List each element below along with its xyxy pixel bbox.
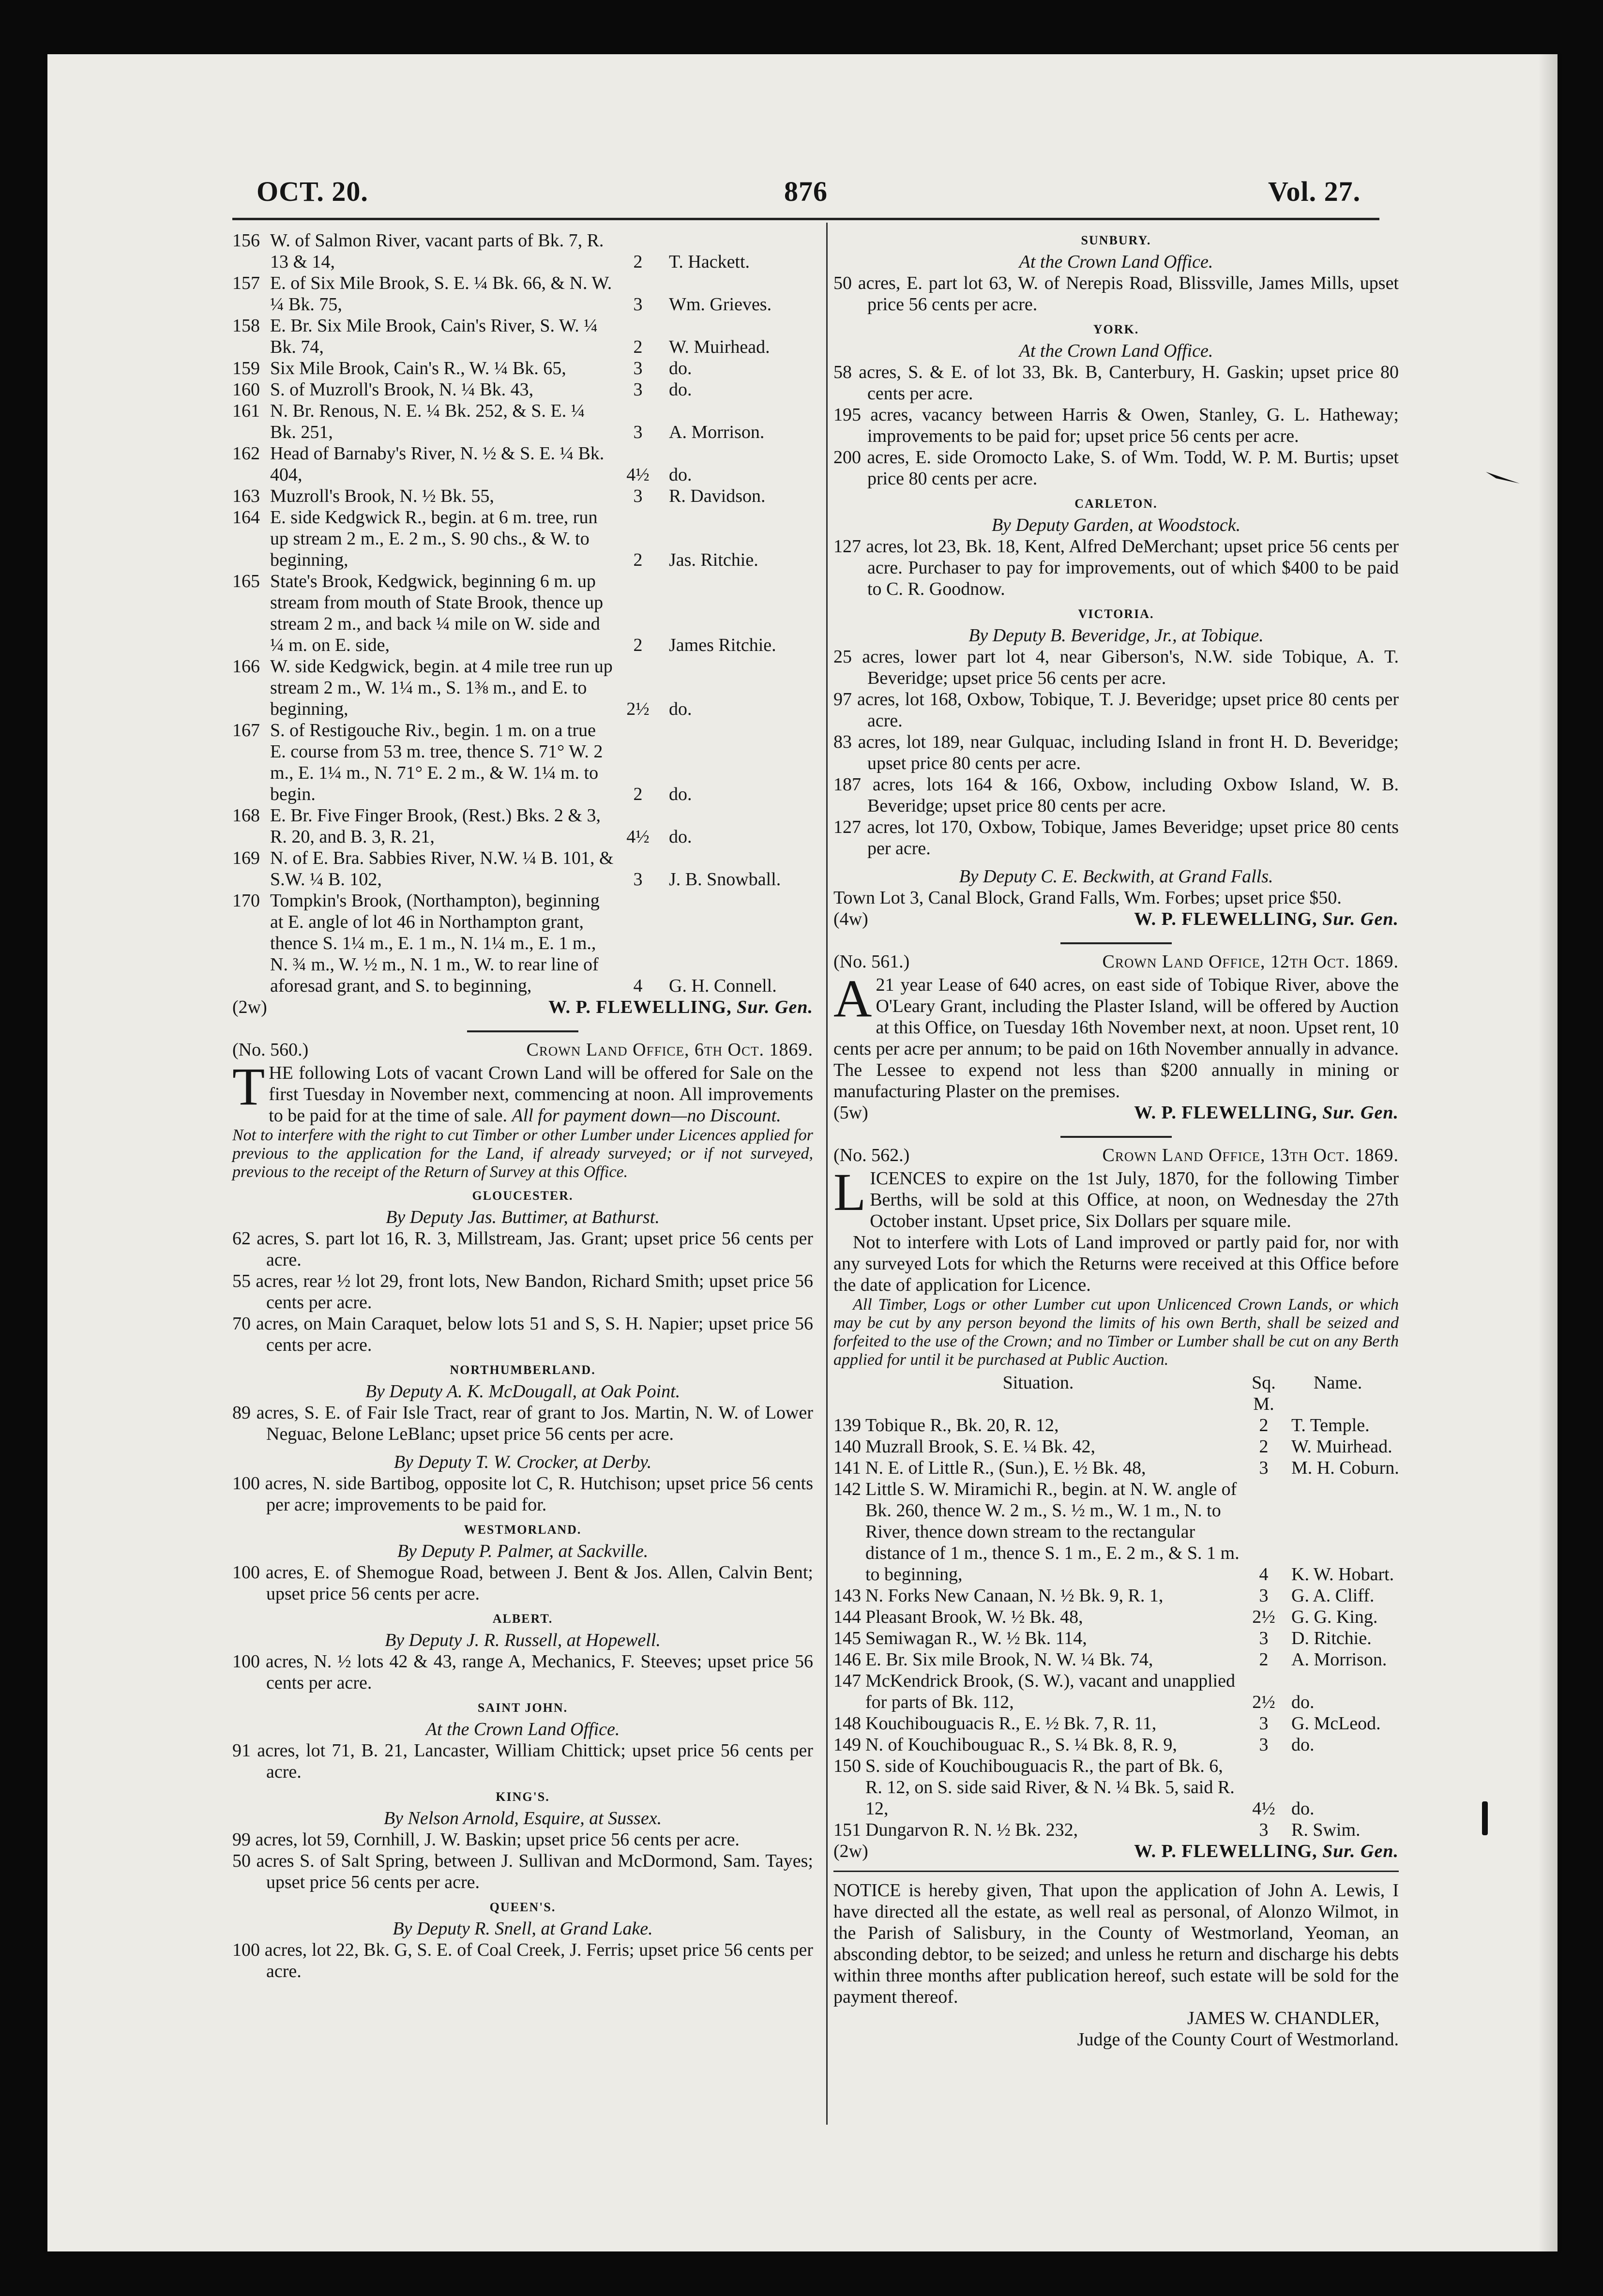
lot-number: 159 bbox=[232, 358, 260, 378]
table-row bbox=[232, 571, 813, 656]
drop-cap: T bbox=[232, 1057, 265, 1116]
lot-situation: Tompkin's Brook, (Northampton), beginning at E. angle of lot 46 in Northampton grant, thence S. 1¼ m., E. 1 m., N. 1¼ m., E. 1 m., N. ¾ m., W. ½ m., N. 1 m., W. to rear line of aforesad grant, and S. to beginning, bbox=[270, 891, 600, 996]
lot-situation: N. of Kouchibouguac R., S. ¼ Bk. 8, R. 9, bbox=[865, 1735, 1177, 1755]
deputy-line: By Deputy Jas. Buttimer, at Bathurst. bbox=[386, 1207, 660, 1227]
signature-line bbox=[232, 997, 813, 1018]
square-miles: 2 bbox=[1259, 1415, 1269, 1435]
right-column bbox=[833, 230, 1399, 2050]
lot-entry: 100 acres, E. of Shemogue Road, between J. Bent & Jos. Allen, Calvin Bent; upset price 56 cents per acre. bbox=[232, 1562, 813, 1604]
notice-intro: THE following Lots of vacant Crown Land will be offered for Sale on the first Tuesday in November next, commencing at noon. All improvements to be paid for at the time of sale. All for payment down—no Discount. bbox=[232, 1057, 813, 1126]
licensee-name: do. bbox=[669, 784, 692, 804]
lot-situation: Muzroll's Brook, N. ½ Bk. 55, bbox=[270, 486, 494, 506]
notice-caveat: All Timber, Logs or other Lumber cut upon Unlicenced Crown Lands, or which may be cut by any person beyond the limits of his own Berth, shall be seized and forfeited to the use of the Crown; and no Timber or Lumber shall be cut on any Berth applied for until it be purchased at Public Auction. bbox=[833, 1296, 1399, 1369]
lot-situation: Dungarvon R. N. ½ Bk. 232, bbox=[865, 1820, 1078, 1840]
table-row bbox=[232, 230, 813, 272]
lot-number: 142 bbox=[833, 1479, 861, 1499]
column-header-situation: Situation. bbox=[1002, 1373, 1074, 1393]
lot-number: 146 bbox=[833, 1649, 861, 1670]
licensee-name: W. Muirhead. bbox=[669, 337, 770, 357]
deputy-line: By Deputy P. Palmer, at Sackville. bbox=[397, 1541, 649, 1561]
square-miles: 3 bbox=[1259, 1628, 1269, 1648]
square-miles: 4½ bbox=[626, 827, 650, 847]
deputy-line: By Deputy J. R. Russell, at Hopewell. bbox=[385, 1630, 661, 1650]
square-miles: 2 bbox=[633, 337, 643, 357]
licensee-name: M. H. Coburn. bbox=[1291, 1458, 1399, 1478]
square-miles: 3 bbox=[633, 869, 643, 890]
court-notice: NOTICE is hereby given, That upon the application of John A. Lewis, I have directed all the estate, as well real as personal, of Alonzo Wilmot, in the Parish of Salisbury, in the County of Westmorland, Yeoman, an absconding debtor, to be seized; and unless he return and discharge his debts within three months after publication hereof, such estate will be sold for the payment thereof. bbox=[833, 1880, 1399, 2007]
lot-entry: 89 acres, S. E. of Fair Isle Tract, rear of grant to Jos. Martin, N. W. of Lower Neguac, Belone LeBlanc; upset price 56 cents per acre. bbox=[232, 1403, 813, 1444]
lot-situation: E. Br. Six mile Brook, N. W. ¼ Bk. 74, bbox=[865, 1649, 1153, 1670]
lot-entries bbox=[833, 646, 1399, 859]
county-heading: YORK. bbox=[1093, 322, 1139, 336]
table-row bbox=[833, 1415, 1399, 1436]
lot-situation: Semiwagan R., W. ½ Bk. 114, bbox=[865, 1628, 1087, 1648]
lot-situation: S. side of Kouchibouguacis R., the part of Bk. 6, R. 12, on S. side said River, & N. ¼ Bk. 5, said R. 12, bbox=[865, 1756, 1235, 1819]
signer-title: Judge of the County Court of Westmorland. bbox=[1077, 2029, 1399, 2050]
licensee-name: do. bbox=[1291, 1735, 1315, 1755]
header-rule bbox=[232, 218, 1379, 220]
lot-entries bbox=[232, 1829, 813, 1893]
issue-date: OCT. 20. bbox=[257, 176, 368, 207]
deputy-line: At the Crown Land Office. bbox=[1019, 252, 1213, 272]
county-heading: CARLETON. bbox=[1074, 497, 1158, 511]
licensee-name: A. Morrison. bbox=[669, 422, 765, 442]
signature-line bbox=[833, 1102, 1399, 1123]
table-row bbox=[833, 1606, 1399, 1628]
lot-number: 150 bbox=[833, 1756, 861, 1776]
county-heading: KING'S. bbox=[496, 1790, 550, 1804]
timber-berth-list bbox=[232, 230, 813, 997]
lot-situation: N. Br. Renous, N. E. ¼ Bk. 252, & S. E. ¼ Bk. 251, bbox=[270, 401, 585, 442]
licensee-name: do. bbox=[1291, 1798, 1315, 1819]
drop-cap: A bbox=[833, 969, 872, 1028]
table-row bbox=[833, 1585, 1399, 1606]
licensee-name: do. bbox=[669, 379, 692, 400]
lot-situation: S. of Muzroll's Brook, N. ¼ Bk. 43, bbox=[270, 379, 534, 400]
table-row bbox=[833, 1479, 1399, 1585]
lot-entry: 100 acres, N. side Bartibog, opposite lot C, R. Hutchison; upset price 56 cents per acre; improvements to be paid for. bbox=[232, 1473, 813, 1515]
separator bbox=[833, 1871, 1399, 1872]
square-miles: 2 bbox=[633, 252, 643, 272]
lot-entry: 97 acres, lot 168, Oxbow, Tobique, T. J. Beveridge; upset price 80 cents per acre. bbox=[833, 689, 1399, 731]
county-heading: NORTHUMBERLAND. bbox=[450, 1363, 596, 1377]
licensee-name: R. Swim. bbox=[1291, 1820, 1361, 1840]
square-miles: 2 bbox=[633, 635, 643, 655]
table-row bbox=[232, 656, 813, 720]
lot-situation: S. of Restigouche Riv., begin. 1 m. on a true E. course from 53 m. tree, thence S. 71° W. 2 m., E. 1¼ m., N. 71° E. 2 m., & W. 1¼ m. to begin. bbox=[270, 720, 603, 804]
square-miles: 2½ bbox=[1252, 1607, 1275, 1627]
table-row bbox=[232, 890, 813, 997]
lot-entry: 58 acres, S. & E. of lot 33, Bk. B, Canterbury, H. Gaskin; upset price 80 cents per acre. bbox=[833, 362, 1399, 404]
lot-number: 141 bbox=[833, 1458, 861, 1478]
licensee-name: G. G. King. bbox=[1291, 1607, 1378, 1627]
licensee-name: T. Hackett. bbox=[669, 252, 750, 272]
table-row bbox=[232, 379, 813, 400]
lot-number: 162 bbox=[232, 443, 260, 464]
square-miles: 4½ bbox=[1252, 1798, 1275, 1819]
county-heading: VICTORIA. bbox=[1078, 607, 1154, 621]
licensee-name: W. Muirhead. bbox=[1291, 1436, 1392, 1457]
lot-situation: Six Mile Brook, Cain's R., W. ¼ Bk. 65, bbox=[270, 358, 566, 378]
signer: W. P. FLEWELLING, Sur. Gen. bbox=[1134, 1841, 1399, 1861]
lot-number: 148 bbox=[833, 1713, 861, 1734]
scan-mark bbox=[1482, 1801, 1488, 1835]
deputy-line: At the Crown Land Office. bbox=[425, 1719, 620, 1739]
square-miles: 4½ bbox=[626, 465, 650, 485]
lot-situation: W. of Salmon River, vacant parts of Bk. 7, R. 13 & 14, bbox=[270, 230, 604, 272]
lot-entry: 83 acres, lot 189, near Gulquac, including Island in front H. D. Beveridge; upset price 80 cents per acre. bbox=[833, 732, 1399, 773]
notice-office-date: Crown Land Office, 13th Oct. 1869. bbox=[1102, 1145, 1399, 1165]
square-miles: 2 bbox=[1259, 1649, 1269, 1670]
county-heading: WESTMORLAND. bbox=[464, 1523, 582, 1537]
lot-situation: W. side Kedgwick, begin. at 4 mile tree run up stream 2 m., W. 1¼ m., S. 1⅜ m., and E. to beginning, bbox=[270, 656, 613, 719]
table-row bbox=[232, 400, 813, 443]
lot-entry: 99 acres, lot 59, Cornhill, J. W. Baskin; upset price 56 cents per acre. bbox=[232, 1829, 740, 1850]
licensee-name: G. H. Connell. bbox=[669, 976, 777, 996]
lot-number: 165 bbox=[232, 571, 260, 591]
timber-berth-list bbox=[833, 1415, 1399, 1841]
table-row bbox=[232, 443, 813, 485]
lot-number: 163 bbox=[232, 486, 260, 506]
insertion-count: (2w) bbox=[833, 1841, 868, 1861]
separator bbox=[1060, 1136, 1172, 1138]
column-divider bbox=[826, 223, 828, 2125]
lot-situation: N. Forks New Canaan, N. ½ Bk. 9, R. 1, bbox=[865, 1586, 1164, 1606]
separator bbox=[467, 1030, 578, 1032]
table-row bbox=[232, 805, 813, 847]
lot-entry: 25 acres, lower part lot 4, near Giberson's, N.W. side Tobique, A. T. Beveridge; upset price 56 cents per acre. bbox=[833, 647, 1399, 688]
lot-situation: Muzrall Brook, S. E. ¼ Bk. 42, bbox=[865, 1436, 1095, 1457]
table-row bbox=[232, 485, 813, 507]
lot-number: 151 bbox=[833, 1820, 861, 1840]
lot-entry: 70 acres, on Main Caraquet, below lots 51 and S, S. H. Napier; upset price 56 cents per acre. bbox=[232, 1314, 813, 1355]
signature-line bbox=[833, 908, 1399, 930]
insertion-count: (4w) bbox=[833, 909, 868, 929]
square-miles: 3 bbox=[1259, 1586, 1269, 1606]
lot-situation: Pleasant Brook, W. ½ Bk. 48, bbox=[865, 1607, 1083, 1627]
lot-number: 161 bbox=[232, 401, 260, 421]
licensee-name: do. bbox=[669, 699, 692, 719]
lot-number: 147 bbox=[833, 1671, 861, 1691]
table-row bbox=[833, 1819, 1399, 1841]
lot-situation: Tobique R., Bk. 20, R. 12, bbox=[865, 1415, 1059, 1435]
separator bbox=[1060, 942, 1172, 944]
county-heading: GLOUCESTER. bbox=[472, 1189, 574, 1203]
square-miles: 3 bbox=[633, 379, 643, 400]
licensee-name: K. W. Hobart. bbox=[1291, 1564, 1394, 1585]
square-miles: 3 bbox=[633, 358, 643, 378]
lot-number: 169 bbox=[232, 848, 260, 868]
lot-number: 139 bbox=[833, 1415, 861, 1435]
square-miles: 2 bbox=[633, 550, 643, 570]
licensee-name: G. A. Cliff. bbox=[1291, 1586, 1375, 1606]
licensee-name: D. Ritchie. bbox=[1291, 1628, 1372, 1648]
lot-situation: E. of Six Mile Brook, S. E. ¼ Bk. 66, & N. W. ¼ Bk. 75, bbox=[270, 273, 612, 315]
notice-office-date: Crown Land Office, 6th Oct. 1869. bbox=[526, 1040, 813, 1060]
lot-situation: Kouchibouguacis R., E. ½ Bk. 7, R. 11, bbox=[865, 1713, 1157, 1734]
lot-situation: E. Br. Five Finger Brook, (Rest.) Bks. 2 & 3, R. 20, and B. 3, R. 21, bbox=[270, 805, 601, 847]
lot-number: 143 bbox=[833, 1586, 861, 1606]
notice-body: Not to interfere with Lots of Land improved or partly paid for, nor with any surveyed Lots for which the Returns were received at this Office before the date of application for Licence. bbox=[833, 1232, 1399, 1295]
deputy-line: At the Crown Land Office. bbox=[1019, 341, 1213, 361]
square-miles: 3 bbox=[1259, 1713, 1269, 1734]
lot-entries bbox=[833, 362, 1399, 489]
lot-situation: E. side Kedgwick R., begin. at 6 m. tree, run up stream 2 m., E. 2 m., S. 90 chs., & W. to beginning, bbox=[270, 507, 598, 570]
licensee-name: do. bbox=[669, 465, 692, 485]
lot-number: 156 bbox=[232, 230, 260, 251]
lot-entry: Town Lot 3, Canal Block, Grand Falls, Wm. Forbes; upset price $50. bbox=[833, 888, 1342, 908]
notice-number: (No. 560.) bbox=[232, 1040, 309, 1060]
square-miles: 4 bbox=[633, 976, 643, 996]
table-row bbox=[833, 1734, 1399, 1755]
left-column bbox=[232, 230, 813, 1982]
deputy-line: By Deputy R. Snell, at Grand Lake. bbox=[393, 1918, 653, 1939]
notice-office-date: Crown Land Office, 12th Oct. 1869. bbox=[1102, 952, 1399, 972]
square-miles: 4 bbox=[1259, 1564, 1269, 1585]
lot-entry: 100 acres, N. ½ lots 42 & 43, range A, Mechanics, F. Steeves; upset price 56 cents per acre. bbox=[232, 1651, 813, 1693]
notice-body: A 21 year Lease of 640 acres, on east side of Tobique River, above the O'Leary Grant, including the Plaster Island, will be offered by Auction at this Office, on Tuesday 16th November next, at noon. Upset rent, 10 cents per acre per annum; to be paid on 16th November annually in advance. The Lessee to expend not less than $200 annually in mining or manufacturing Plaster on the premises. bbox=[833, 969, 1399, 1102]
licensee-name: James Ritchie. bbox=[669, 635, 776, 655]
table-row bbox=[232, 272, 813, 315]
lot-number: 145 bbox=[833, 1628, 861, 1648]
insertion-count: (5w) bbox=[833, 1103, 868, 1123]
lot-number: 168 bbox=[232, 805, 260, 826]
square-miles: 3 bbox=[633, 294, 643, 315]
deputy-line: By Deputy A. K. McDougall, at Oak Point. bbox=[365, 1381, 681, 1402]
square-miles: 2 bbox=[1259, 1436, 1269, 1457]
deputy-line: By Deputy C. E. Beckwith, at Grand Falls. bbox=[959, 866, 1273, 887]
lot-situation: Little S. W. Miramichi R., begin. at N. W. angle of Bk. 260, thence W. 2 m., S. ½ m., W. 1 m., N. to River, thence down stream to the rectangular distance of 1 m., thence S. 1 m., E. 2 m., & S. 1 m. to beginning, bbox=[865, 1479, 1240, 1585]
signature-line bbox=[833, 1841, 1399, 1862]
lot-number: 164 bbox=[232, 507, 260, 528]
square-miles: 3 bbox=[1259, 1735, 1269, 1755]
notice-body: LICENCES to expire on the 1st July, 1870, for the following Timber Berths, will be sold at this Office, at noon, on Wednesday the 27th October instant. Upset price, Six Dollars per square mile. bbox=[833, 1163, 1399, 1231]
table-row bbox=[833, 1755, 1399, 1819]
licensee-name: Wm. Grieves. bbox=[669, 294, 772, 315]
column-header-name: Name. bbox=[1314, 1373, 1362, 1393]
signer: W. P. FLEWELLING, Sur. Gen. bbox=[1134, 909, 1399, 929]
square-miles: 3 bbox=[1259, 1820, 1269, 1840]
licensee-name: J. B. Snowball. bbox=[669, 869, 781, 890]
licensee-name: Jas. Ritchie. bbox=[669, 550, 758, 570]
lot-entry: 127 acres, lot 23, Bk. 18, Kent, Alfred DeMerchant; upset price 56 cents per acre. Purchaser to pay for improvements, out of which $400 to be paid to C. R. Goodnow. bbox=[833, 536, 1399, 599]
table-row bbox=[833, 1457, 1399, 1479]
deputy-line: By Deputy T. W. Crocker, at Derby. bbox=[393, 1452, 652, 1472]
volume-number: Vol. 27. bbox=[1268, 176, 1361, 207]
lot-entry: 100 acres, lot 22, Bk. G, S. E. of Coal Creek, J. Ferris; upset price 56 cents per acre. bbox=[232, 1940, 813, 1981]
square-miles: 2 bbox=[633, 784, 643, 804]
lot-entry: 50 acres, E. part lot 63, W. of Nerepis Road, Blissville, James Mills, upset price 56 cents per acre. bbox=[833, 273, 1399, 315]
table-row bbox=[833, 1628, 1399, 1649]
licensee-name: T. Temple. bbox=[1291, 1415, 1370, 1435]
lot-entry: 50 acres S. of Salt Spring, between J. Sullivan and McDormond, Sam. Tayes; upset price 56 cents per acre. bbox=[232, 1851, 813, 1892]
table-row bbox=[232, 507, 813, 571]
lot-entry: 62 acres, S. part lot 16, R. 3, Millstream, Jas. Grant; upset price 56 cents per acre. bbox=[232, 1228, 813, 1270]
licensee-name: A. Morrison. bbox=[1291, 1649, 1387, 1670]
notice-header bbox=[833, 951, 1399, 972]
table-row bbox=[232, 720, 813, 805]
insertion-count: (2w) bbox=[232, 997, 267, 1017]
lot-entry: 187 acres, lots 164 & 166, Oxbow, including Oxbow Island, W. B. Beveridge; upset price 80 cents per acre. bbox=[833, 774, 1399, 816]
licensee-name: do. bbox=[669, 358, 692, 378]
column-header-sqm: Sq. M. bbox=[1252, 1373, 1276, 1414]
table-row bbox=[833, 1649, 1399, 1670]
lot-number: 167 bbox=[232, 720, 260, 740]
square-miles: 3 bbox=[1259, 1458, 1269, 1478]
licensee-name: R. Davidson. bbox=[669, 486, 766, 506]
notice-caveat: Not to interfere with the right to cut Timber or other Lumber under Licences applied for previous to the application for the Land, if already surveyed; or if not surveyed, previous to the receipt of the Return of Survey at this Office. bbox=[232, 1126, 813, 1181]
notice-header bbox=[232, 1039, 813, 1060]
lot-number: 140 bbox=[833, 1436, 861, 1457]
signer: W. P. FLEWELLING, Sur. Gen. bbox=[548, 997, 813, 1017]
lot-entry: 127 acres, lot 170, Oxbow, Tobique, James Beveridge; upset price 80 cents per acre. bbox=[833, 817, 1399, 859]
table-row bbox=[833, 1713, 1399, 1734]
lot-entry: 200 acres, E. side Oromocto Lake, S. of Wm. Todd, W. P. M. Burtis; upset price 80 cents per acre. bbox=[833, 447, 1399, 489]
lot-number: 158 bbox=[232, 316, 260, 336]
county-heading: SUNBURY. bbox=[1081, 233, 1151, 247]
deputy-line: By Deputy Garden, at Woodstock. bbox=[991, 515, 1241, 535]
lot-entry: 55 acres, rear ½ lot 29, front lots, New Bandon, Richard Smith; upset price 56 cents per acre. bbox=[232, 1271, 813, 1313]
lot-number: 170 bbox=[232, 891, 260, 911]
deputy-line: By Deputy B. Beveridge, Jr., at Tobique. bbox=[968, 625, 1264, 646]
licensee-name: G. McLeod. bbox=[1291, 1713, 1381, 1734]
notice-header bbox=[833, 1145, 1399, 1166]
lot-entry: 195 acres, vacancy between Harris & Owen, Stanley, G. L. Hatheway; improvements to be paid for; upset price 56 cents per acre. bbox=[833, 405, 1399, 446]
table-row bbox=[232, 847, 813, 890]
lot-number: 160 bbox=[232, 379, 260, 400]
lot-situation: McKendrick Brook, (S. W.), vacant and unapplied for parts of Bk. 112, bbox=[865, 1671, 1236, 1712]
county-heading: ALBERT. bbox=[492, 1612, 553, 1626]
lot-entries bbox=[232, 1228, 813, 1356]
signer: JAMES W. CHANDLER, bbox=[1187, 2008, 1379, 2028]
lot-entry: 91 acres, lot 71, B. 21, Lancaster, William Chittick; upset price 56 cents per acre. bbox=[232, 1740, 813, 1782]
table-row bbox=[833, 1436, 1399, 1457]
table-row bbox=[232, 358, 813, 379]
county-heading: SAINT JOHN. bbox=[477, 1701, 568, 1715]
lot-situation: E. Br. Six Mile Brook, Cain's River, S. W. ¼ Bk. 74, bbox=[270, 316, 598, 357]
table-row bbox=[232, 315, 813, 358]
licensee-name: do. bbox=[1291, 1692, 1315, 1712]
table-header bbox=[833, 1372, 1399, 1415]
deputy-line: By Nelson Arnold, Esquire, at Sussex. bbox=[383, 1808, 662, 1828]
notice-number: (No. 562.) bbox=[833, 1145, 910, 1165]
square-miles: 2½ bbox=[626, 699, 650, 719]
lot-situation: State's Brook, Kedgwick, beginning 6 m. up stream from mouth of State Brook, thence up stream 2 m., and back ¼ mile on W. side and ¼ m. on E. side, bbox=[270, 571, 604, 655]
licensee-name: do. bbox=[669, 827, 692, 847]
page-number: 876 bbox=[784, 176, 828, 207]
lot-situation: N. E. of Little R., (Sun.), E. ½ Bk. 48, bbox=[865, 1458, 1146, 1478]
table-row bbox=[833, 1670, 1399, 1713]
lot-number: 166 bbox=[232, 656, 260, 677]
lot-situation: N. of E. Bra. Sabbies River, N.W. ¼ B. 101, & S.W. ¼ B. 102, bbox=[270, 848, 614, 890]
square-miles: 3 bbox=[633, 486, 643, 506]
square-miles: 3 bbox=[633, 422, 643, 442]
notice-number: (No. 561.) bbox=[833, 952, 910, 972]
signer: W. P. FLEWELLING, Sur. Gen. bbox=[1134, 1103, 1399, 1123]
lot-number: 149 bbox=[833, 1735, 861, 1755]
lot-number: 144 bbox=[833, 1607, 861, 1627]
lot-number: 157 bbox=[232, 273, 260, 293]
county-heading: QUEEN'S. bbox=[489, 1900, 556, 1914]
lot-situation: Head of Barnaby's River, N. ½ & S. E. ¼ Bk. 404, bbox=[270, 443, 605, 485]
drop-cap: L bbox=[833, 1163, 866, 1222]
square-miles: 2½ bbox=[1252, 1692, 1275, 1712]
